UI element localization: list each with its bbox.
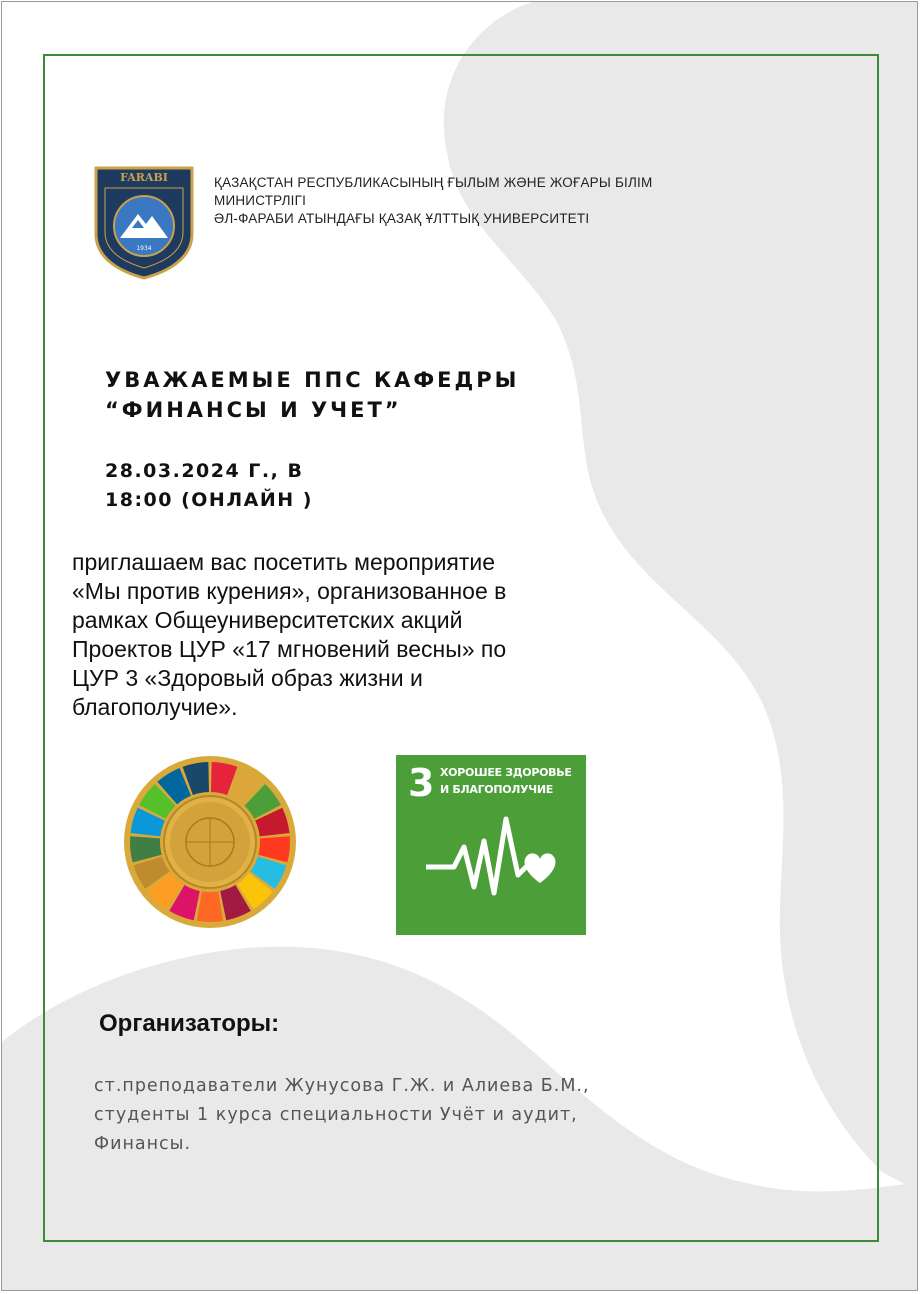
goal-number: 3 xyxy=(408,761,435,805)
organizers-line: ст.преподаватели Жунусова Г.Ж. и Алиева Б.М., xyxy=(94,1076,590,1096)
svg-text:FARABI: FARABI xyxy=(120,171,168,184)
greeting-line-1: УВАЖАЕМЫЕ ППС КАФЕДРЫ xyxy=(105,368,520,392)
organizers-line: Финансы. xyxy=(94,1134,192,1154)
goal-title-line-2: И БЛАГОПОЛУЧИЕ xyxy=(440,783,554,796)
ministry-header xyxy=(214,174,734,228)
poster-page xyxy=(1,1,918,1291)
organizers-line: студенты 1 курса специальности Учёт и аудит, xyxy=(94,1105,578,1125)
ministry-line-1: ҚАЗАҚСТАН РЕСПУБЛИКАСЫНЫҢ ҒЫЛЫМ ЖӘНЕ ЖОҒАРЫ БІЛІМ xyxy=(214,175,653,190)
invitation-line: Проектов ЦУР «17 мгновений весны» по xyxy=(72,636,507,662)
event-date: 28.03.2024 Г., В xyxy=(105,460,304,482)
university-name: ӘЛ-ФАРАБИ АТЫНДАҒЫ ҚАЗАҚ ҰЛТТЫҚ УНИВЕРСИТЕТІ xyxy=(214,211,590,226)
sdg-goal-3-tile xyxy=(396,755,586,935)
invitation-line: приглашаем вас посетить мероприятие xyxy=(72,549,496,575)
svg-text:1934: 1934 xyxy=(136,245,152,252)
heartbeat-heart-icon xyxy=(426,811,558,911)
invitation-text xyxy=(72,548,632,722)
ministry-line-2: МИНИСТРЛІГІ xyxy=(214,193,307,208)
organizers-list xyxy=(94,1072,754,1159)
invitation-line: «Мы против курения», организованное в xyxy=(72,578,507,604)
invitation-line: рамках Общеуниверситетских акций xyxy=(72,607,463,633)
sdg-wheel-pin-icon xyxy=(122,754,298,930)
invitation-line: ЦУР 3 «Здоровый образ жизни и xyxy=(72,665,423,691)
organizers-title: Организаторы: xyxy=(99,1010,280,1037)
university-logo xyxy=(92,164,196,280)
greeting-heading xyxy=(105,365,519,425)
event-time: 18:00 (ОНЛАЙН ) xyxy=(105,489,313,511)
event-datetime xyxy=(105,457,313,515)
greeting-line-2: “ФИНАНСЫ И УЧЕТ” xyxy=(105,398,402,422)
goal-title-line-1: ХОРОШЕЕ ЗДОРОВЬЕ xyxy=(440,766,572,779)
goal-title xyxy=(440,764,572,798)
invitation-line: благополучие». xyxy=(72,694,238,720)
